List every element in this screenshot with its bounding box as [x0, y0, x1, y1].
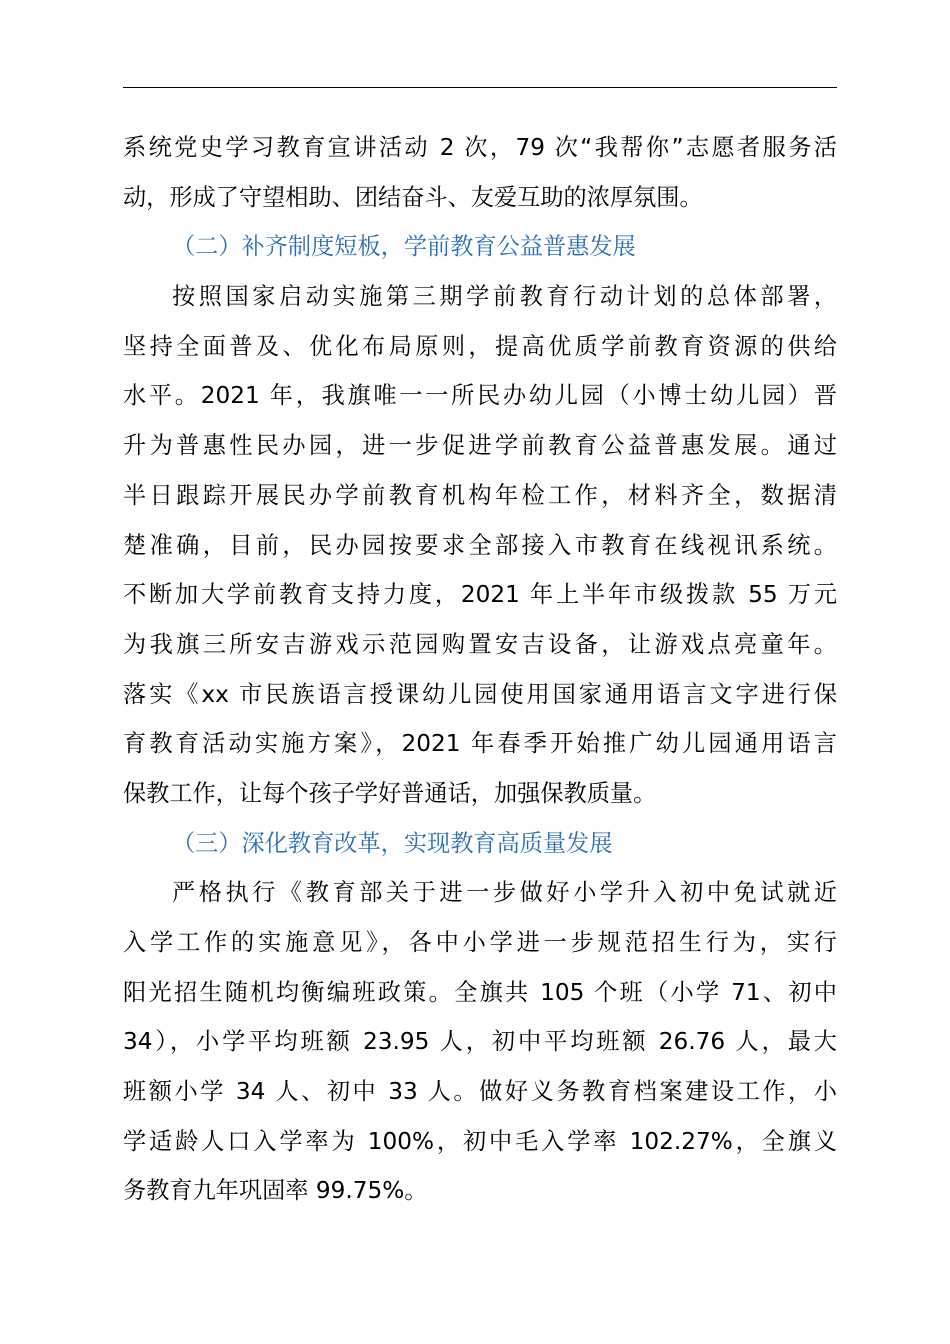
paragraph-line: 入学工作的实施意见》，各中小学进一步规范招生行为，实行 — [123, 929, 837, 956]
paragraph-line: 为我旗三所安吉游戏示范园购置安吉设备，让游戏点亮童年。 — [123, 630, 837, 658]
paragraph-line: 水平。2021 年，我旗唯一一所民办幼儿园（小博士幼儿园）晋 — [123, 382, 837, 410]
paragraph-line: 系统党史学习教育宣讲活动 2 次，79 次“我帮你”志愿者服务活 — [123, 134, 837, 161]
paragraph-line: 楚准确，目前，民办园按要求全部接入市教育在线视讯系统。 — [123, 531, 837, 559]
paragraph-line: 半日跟踪开展民办学前教育机构年检工作，材料齐全，数据清 — [123, 481, 837, 509]
paragraph-line: 坚持全面普及、优化布局原则，提高优质学前教育资源的供给 — [123, 332, 837, 360]
paragraph-line: 班额小学 34 人、初中 33 人。做好义务教育档案建设工作，小 — [123, 1078, 837, 1106]
document-body — [123, 123, 837, 1216]
paragraph-line: 育教育活动实施方案》，2021 年春季开始推广幼儿园通用语言 — [123, 730, 837, 758]
section-heading-2: （二）补齐制度短板，学前教育公益普惠发展 — [172, 233, 636, 261]
paragraph-line: 按照国家启动实施第三期学前教育行动计划的总体部署， — [172, 283, 837, 311]
paragraph-line: 落实《xx 市民族语言授课幼儿园使用国家通用语言文字进行保 — [123, 680, 837, 708]
paragraph-line: 不断加大学前教育支持力度，2021 年上半年市级拨款 55 万元 — [123, 581, 837, 609]
paragraph-line: 严格执行《教育部关于进一步做好小学升入初中免试就近 — [172, 879, 837, 907]
paragraph-line: 升为普惠性民办园，进一步促进学前教育公益普惠发展。通过 — [123, 432, 837, 460]
paragraph-line: 学适龄人口入学率为 100%，初中毛入学率 102.27%，全旗义 — [123, 1127, 837, 1155]
paragraph-line: 34），小学平均班额 23.95 人，初中平均班额 26.76 人，最大 — [123, 1028, 837, 1056]
paragraph-line: 保教工作，让每个孩子学好普通话，加强保教质量。 — [123, 779, 657, 807]
header-divider — [123, 87, 837, 88]
paragraph-line: 阳光招生随机均衡编班政策。全旗共 105 个班（小学 71、初中 — [123, 978, 837, 1006]
section-heading-3: （三）深化教育改革，实现教育高质量发展 — [172, 829, 613, 857]
paragraph-line: 动，形成了守望相助、团结奋斗、友爱互助的浓厚氛围。 — [123, 183, 703, 211]
paragraph-line: 务教育九年巩固率 99.75%。 — [123, 1177, 428, 1205]
